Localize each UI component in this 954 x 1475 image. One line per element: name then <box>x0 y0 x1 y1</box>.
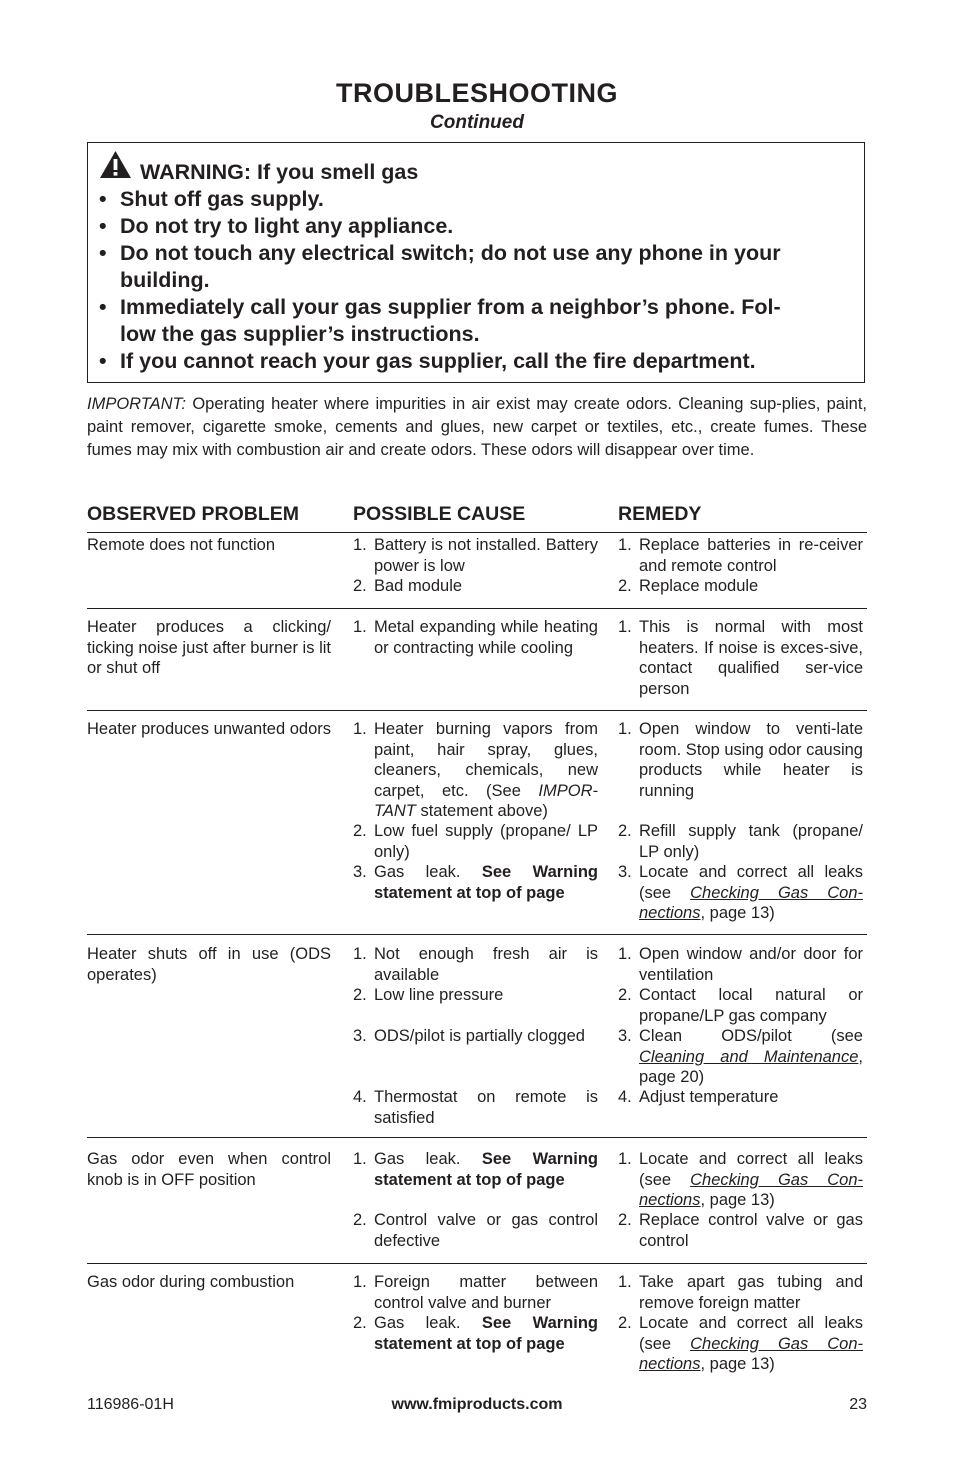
header-remedy: REMEDY <box>618 503 702 525</box>
important-lead: IMPORTANT: <box>87 395 186 413</box>
warning-box: WARNING: If you smell gas • Shut off gas supply. • Do not try to light any appliance. • Do not touch any electrical switch; do not use any phone in your building. • Immediately call your gas supplier from a neighbor’s phone. Fol- low the gas supplier’s instructions. • If you cannot reach your gas supplier, call the fire department. <box>87 142 865 383</box>
page-title: TROUBLESHOOTING <box>336 78 618 108</box>
cleaning-maintenance-link[interactable]: Cleaning and Maintenance <box>639 1047 859 1066</box>
important-text: Operating heater where impurities in air exist may create odors. Cleaning sup-plies, paint, paint remover, cigarette smoke, cements and glues, new carpet or textiles, etc., create fumes. These fumes may mix with combustion air and create odors. These odors will disappear over time. <box>87 395 867 459</box>
checking-gas-connections-link[interactable]: Checking Gas Con-nections <box>639 883 863 922</box>
warning-heading: WARNING: If you smell gas <box>140 160 419 184</box>
problem-cell: Gas odor during combustion <box>87 1273 295 1291</box>
table-rule <box>87 710 867 711</box>
doc-number: 116986-01H <box>87 1396 174 1413</box>
header-possible-cause: POSSIBLE CAUSE <box>353 503 526 525</box>
problem-cell: Heater produces a clicking/ ticking noise just after burner is lit or shut off <box>87 618 331 677</box>
problem-cell: Heater shuts off in use (ODS operates) <box>87 945 331 984</box>
important-note <box>87 393 867 462</box>
header-observed-problem: OBSERVED PROBLEM <box>87 503 300 525</box>
checking-gas-connections-link[interactable]: Checking Gas Con-nections <box>639 1334 863 1373</box>
page-subtitle: Continued <box>430 112 524 133</box>
problem-cell: Remote does not function <box>87 536 276 554</box>
page-number: 23 <box>849 1396 867 1413</box>
checking-gas-connections-link[interactable]: Checking Gas Con-nections <box>639 1170 863 1209</box>
table-rule <box>87 1137 867 1138</box>
table-rule <box>87 608 867 609</box>
table-rule <box>87 1263 867 1264</box>
table-rule <box>87 934 867 935</box>
website-link[interactable]: www.fmiproducts.com <box>391 1396 563 1413</box>
table-rule <box>87 532 867 533</box>
problem-cell: Gas odor even when control knob is in OFF position <box>87 1150 331 1189</box>
problem-cell: Heater produces unwanted odors <box>87 720 331 738</box>
warning-triangle-icon <box>99 150 132 179</box>
